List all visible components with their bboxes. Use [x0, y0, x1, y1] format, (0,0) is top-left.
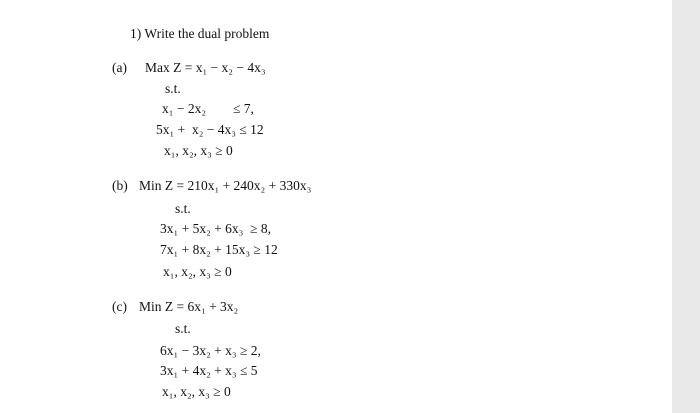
problem-c-st: s.t.: [175, 321, 191, 336]
problem-b-nonneg: x₁, x₂, x₃ ≥ 0: [163, 264, 232, 279]
problem-b-objective: Min Z = 210x₁ + 240x₂ + 330x₃: [139, 178, 312, 193]
problem-b-constraint-1: 3x₁ + 5x₂ + 6x₃ ≥ 8,: [160, 221, 272, 236]
problem-a-st: s.t.: [165, 81, 181, 96]
problem-a-nonneg: x₁, x₂, x₃ ≥ 0: [164, 143, 233, 158]
problem-c-objective: Min Z = 6x₁ + 3x₂: [139, 299, 239, 314]
problem-c-label: (c): [112, 299, 127, 314]
problem-b-st: s.t.: [175, 201, 191, 216]
problem-c-constraint-1: 6x₁ − 3x₂ + x₃ ≥ 2,: [160, 343, 261, 358]
problem-c-nonneg: x₁, x₂, x₃ ≥ 0: [162, 384, 231, 399]
problem-a-objective: Max Z = x₁ − x₂ − 4x₃: [145, 60, 266, 75]
problem-b-label: (b): [112, 178, 128, 193]
problem-a-constraint-1: x₁ − 2x₂ ≤ 7,: [162, 101, 254, 116]
exercise-title: 1) Write the dual problem: [130, 26, 270, 41]
problem-c-constraint-2: 3x₁ + 4x₂ + x₃ ≤ 5: [160, 363, 258, 378]
problem-b-constraint-2: 7x₁ + 8x₂ + 15x₃ ≥ 12: [160, 242, 278, 257]
problem-a-label: (a): [112, 60, 127, 75]
problem-a-constraint-2: 5x₁ + x₂ − 4x₃ ≤ 12: [156, 122, 264, 137]
